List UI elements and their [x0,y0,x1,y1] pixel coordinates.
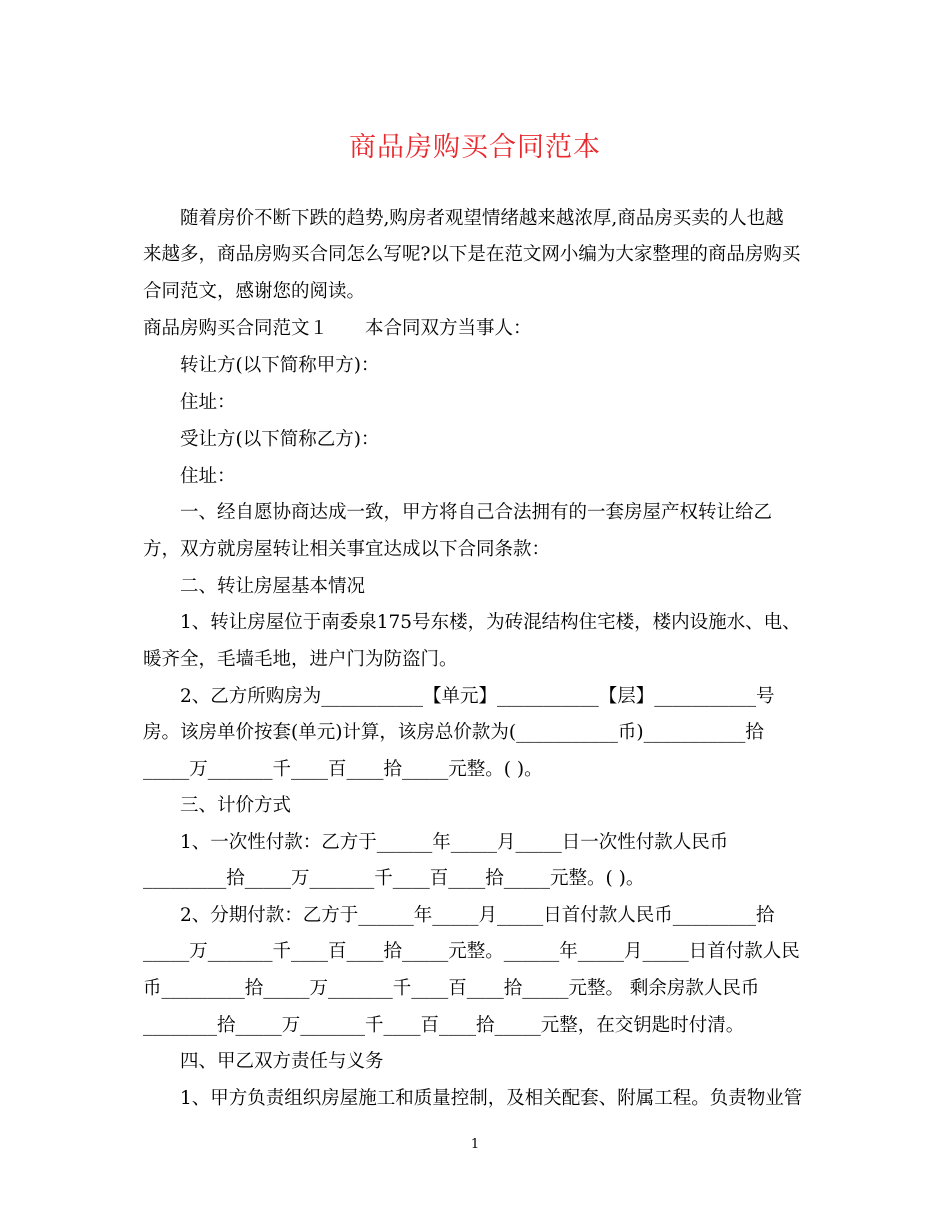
paragraph-line: _____万_______千____百____拾_____元整。( )。 [143,759,543,780]
paragraph-line: 合同范文，感谢您的阅读。 [143,281,366,302]
paragraph-line: 住址： [180,466,236,487]
paragraph-line: 住址： [180,392,236,413]
document-title: 商品房购买合同范本 [349,132,601,163]
paragraph-line: 随着房价不断下跌的趋势,购房者观望情绪越来越浓厚,商品房买卖的人也越 [180,208,784,229]
section-heading: 商品房购买合同范文１ 本合同双方当事人： [143,318,532,339]
section-heading: 四、甲乙双方责任与义务 [180,1051,384,1072]
paragraph-line: 受让方(以下简称乙方)： [180,429,380,450]
paragraph-line: _____万_______千____百____拾_____元整。______年_____月_____日首付款人民 [143,941,800,962]
paragraph-line: _________拾_____万_______千____百____拾_____元整。( )。 [143,868,645,889]
section-heading: 二、转让房屋基本情况 [180,576,366,597]
paragraph-line: 币_________拾_____万_______千____百____拾_____元整。 剩余房款人民币 [143,978,760,999]
paragraph-line: 一、经自愿协商达成一致，甲方将自己合法拥有的一套房屋产权转让给乙 [180,502,773,523]
paragraph-line: 1、甲方负责组织房屋施工和质量控制，及相关配套、附属工程。负责物业管 [180,1088,803,1109]
page-number: 1 [470,1137,480,1152]
section-heading: 三、计价方式 [180,795,292,816]
paragraph-line: 方，双方就房屋转让相关事宜达成以下合同条款： [143,539,551,560]
paragraph-line: 1、转让房屋位于南委泉175号东楼，为砖混结构住宅楼，楼内设施水、电、 [180,612,801,633]
paragraph-line: 暖齐全，毛墙毛地，进户门为防盗门。 [143,649,458,670]
paragraph-line: 转让方(以下简称甲方)： [180,355,380,376]
paragraph-line: ________拾_____万_______千____百____拾_____元整，在交钥匙时付清。 [143,1015,745,1036]
paragraph-line: 1、一次性付款：乙方于______年_____月_____日一次性付款人民币 [180,832,729,853]
paragraph-line: 来越多，商品房购买合同怎么写呢?以下是在范文网小编为大家整理的商品房购买 [143,244,801,265]
paragraph-line: 2、分期付款：乙方于______年_____月_____日首付款人民币_________拾 [180,905,775,926]
paragraph-line: 2、乙方所购房为___________【单元】___________【层】___________号 [180,686,775,707]
paragraph-line: 房。该房单价按套(单元)计算，该房总价款为(___________币)___________拾 [143,722,764,743]
